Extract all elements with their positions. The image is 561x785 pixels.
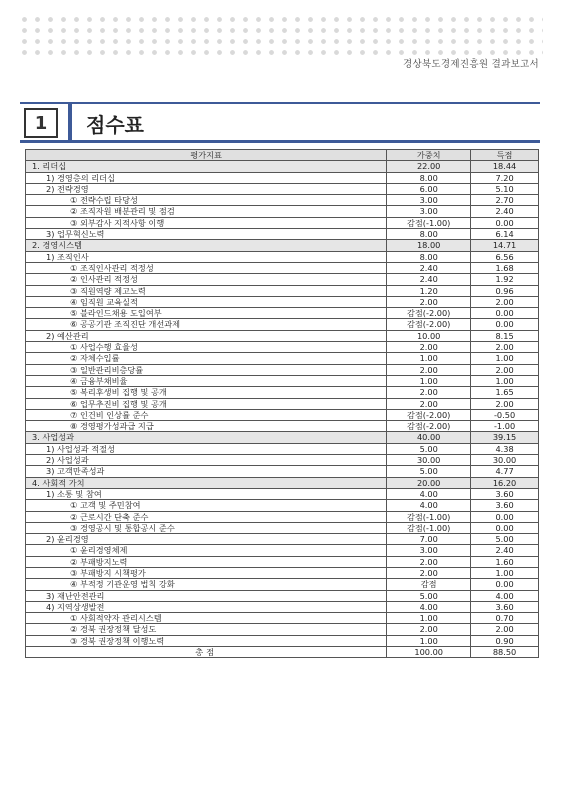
indicator-cell: ② 근로시간 단축 준수 [26,511,387,522]
table-row [26,522,539,533]
indicator-cell: ⑤ 복리후생비 집행 및 공개 [26,387,387,398]
indicator-cell: ⑥ 공공기관 조직진단 개선과제 [26,319,387,330]
score-cell: 6.56 [471,251,539,262]
score-cell: 1.65 [471,387,539,398]
score-cell: 1.60 [471,556,539,567]
table-row [26,567,539,578]
score-cell: 4.38 [471,443,539,454]
score-cell: 0.90 [471,635,539,646]
table-row [26,251,539,262]
table-row [26,172,539,183]
weight-cell: 4.00 [387,500,471,511]
indicator-cell: ⑦ 인건비 인상률 준수 [26,409,387,420]
indicator-cell: ③ 외부감사 지적사항 이행 [26,217,387,228]
score-cell: 1.00 [471,353,539,364]
weight-cell: 8.00 [387,172,471,183]
table-row [26,511,539,522]
score-cell: 1.00 [471,375,539,386]
indicator-cell: 4. 사회적 가치 [26,477,387,488]
table-row [26,421,539,432]
score-cell: 30.00 [471,455,539,466]
table-row [26,488,539,499]
weight-cell: 2.00 [387,624,471,635]
weight-cell: 7.00 [387,534,471,545]
score-cell: 0.96 [471,285,539,296]
header-indicator: 평가지표 [26,150,387,161]
score-cell: 2.00 [471,364,539,375]
indicator-cell: ② 인사관리 적정성 [26,274,387,285]
indicator-cell: ① 윤리경영체제 [26,545,387,556]
indicator-cell: ③ 직원역량 제고노력 [26,285,387,296]
table-row [26,613,539,624]
indicator-cell: 2) 윤리경영 [26,534,387,545]
category-row [26,477,539,488]
table-row [26,466,539,477]
indicator-cell: 3) 재난안전관리 [26,590,387,601]
weight-cell: 30.00 [387,455,471,466]
weight-cell: 감점(-2.00) [387,319,471,330]
indicator-cell: 3) 업무혁신노력 [26,229,387,240]
score-cell: 39.15 [471,432,539,443]
total-label: 총점 [26,647,387,658]
table-row [26,534,539,545]
score-cell: 0.00 [471,217,539,228]
weight-cell: 감점(-2.00) [387,308,471,319]
weight-cell: 18.00 [387,240,471,251]
score-cell: 18.44 [471,161,539,172]
score-cell: 5.10 [471,183,539,194]
indicator-cell: ⑤ 블라인드채용 도입여부 [26,308,387,319]
score-cell: 3.60 [471,500,539,511]
indicator-cell: 2) 예산관리 [26,330,387,341]
header-weight: 가중치 [387,150,471,161]
weight-cell: 2.00 [387,567,471,578]
report-header: 경상북도경제진흥원 결과보고서 [403,59,539,70]
table-row [26,590,539,601]
score-cell: 0.00 [471,319,539,330]
table-header-row [26,150,539,161]
weight-cell: 1.00 [387,353,471,364]
section-top-rule [20,102,540,104]
score-cell: 2.00 [471,398,539,409]
total-weight: 100.00 [387,647,471,658]
indicator-cell: ④ 임직원 교육실적 [26,296,387,307]
score-cell: 0.00 [471,522,539,533]
table-row [26,206,539,217]
weight-cell: 5.00 [387,466,471,477]
score-cell: 2.40 [471,545,539,556]
indicator-cell: ② 조직자원 배분관리 및 점검 [26,206,387,217]
score-table [25,149,539,658]
score-cell: 4.00 [471,590,539,601]
score-cell: 1.68 [471,262,539,273]
table-row [26,330,539,341]
score-cell: 3.60 [471,601,539,612]
table-row [26,342,539,353]
table-row [26,579,539,590]
weight-cell: 감점(-2.00) [387,421,471,432]
table-row [26,353,539,364]
indicator-cell: 1) 소통 및 참여 [26,488,387,499]
table-row [26,387,539,398]
weight-cell: 감점 [387,579,471,590]
indicator-cell: ③ 부패방지 시책평가 [26,567,387,578]
indicator-cell: ① 조직인사관리 적정성 [26,262,387,273]
category-row [26,161,539,172]
indicator-cell: ① 사회적약자 관리시스템 [26,613,387,624]
score-cell: 16.20 [471,477,539,488]
table-row [26,455,539,466]
score-cell: 4.77 [471,466,539,477]
score-cell: 5.00 [471,534,539,545]
score-cell: 6.14 [471,229,539,240]
table-row [26,409,539,420]
weight-cell: 40.00 [387,432,471,443]
table-row [26,319,539,330]
weight-cell: 1.00 [387,635,471,646]
weight-cell: 2.00 [387,364,471,375]
section-heading [20,104,540,142]
score-cell: -0.50 [471,409,539,420]
indicator-cell: ② 경북 권장정책 달성도 [26,624,387,635]
table-row [26,601,539,612]
table-row [26,308,539,319]
weight-cell: 감점(-1.00) [387,217,471,228]
score-cell: 0.00 [471,579,539,590]
score-cell: 14.71 [471,240,539,251]
table-row [26,195,539,206]
table-row [26,285,539,296]
weight-cell: 감점(-1.00) [387,511,471,522]
weight-cell: 3.00 [387,195,471,206]
weight-cell: 2.00 [387,342,471,353]
section-number: 1 [24,108,58,138]
score-cell: 2.70 [471,195,539,206]
indicator-cell: 2) 전략경영 [26,183,387,194]
indicator-cell: 4) 지역상생발전 [26,601,387,612]
score-cell: 8.15 [471,330,539,341]
indicator-cell: ② 부패방지노력 [26,556,387,567]
score-cell: 2.40 [471,206,539,217]
category-row [26,432,539,443]
indicator-cell: ① 전략수립 타당성 [26,195,387,206]
weight-cell: 4.00 [387,488,471,499]
score-cell: 2.00 [471,296,539,307]
indicator-cell: 3. 사업성과 [26,432,387,443]
section-title: 점수표 [86,113,144,137]
weight-cell: 2.00 [387,556,471,567]
weight-cell: 20.00 [387,477,471,488]
indicator-cell: 2. 경영시스템 [26,240,387,251]
table-row [26,624,539,635]
score-cell: 0.70 [471,613,539,624]
indicator-cell: ④ 금융부채비율 [26,375,387,386]
weight-cell: 1.00 [387,613,471,624]
indicator-cell: 1) 경영층의 리더십 [26,172,387,183]
score-cell: 0.00 [471,511,539,522]
indicator-cell: ③ 일반관리비층당률 [26,364,387,375]
weight-cell: 22.00 [387,161,471,172]
weight-cell: 8.00 [387,251,471,262]
score-cell: 0.00 [471,308,539,319]
score-cell: 7.20 [471,172,539,183]
weight-cell: 5.00 [387,590,471,601]
indicator-cell: 2) 사업성과 [26,455,387,466]
table-row [26,443,539,454]
score-cell: 2.00 [471,624,539,635]
category-row [26,240,539,251]
section-bottom-rule [20,140,540,143]
weight-cell: 6.00 [387,183,471,194]
table-row [26,217,539,228]
weight-cell: 4.00 [387,601,471,612]
header-score: 득점 [471,150,539,161]
indicator-cell: 3) 고객만족성과 [26,466,387,477]
score-cell: 1.92 [471,274,539,285]
table-row [26,556,539,567]
weight-cell: 2.00 [387,387,471,398]
indicator-cell: ② 자체수입률 [26,353,387,364]
indicator-cell: ③ 경영공시 및 통합공시 준수 [26,522,387,533]
indicator-cell: ④ 부적정 기관운영 법칙 강화 [26,579,387,590]
weight-cell: 2.40 [387,262,471,273]
indicator-cell: 1) 사업성과 적절성 [26,443,387,454]
weight-cell: 2.00 [387,398,471,409]
table-row [26,375,539,386]
weight-cell: 5.00 [387,443,471,454]
weight-cell: 3.00 [387,545,471,556]
weight-cell: 감점(-1.00) [387,522,471,533]
decorative-dot-pattern [18,14,543,58]
indicator-cell: 1. 리더십 [26,161,387,172]
indicator-cell: ① 고객 및 주민참여 [26,500,387,511]
weight-cell: 2.00 [387,296,471,307]
table-row [26,262,539,273]
table-row [26,635,539,646]
indicator-cell: ⑧ 경영평가성과급 지급 [26,421,387,432]
table-row [26,296,539,307]
table-row [26,183,539,194]
score-cell: 1.00 [471,567,539,578]
indicator-cell: ① 사업수행 효율성 [26,342,387,353]
weight-cell: 1.00 [387,375,471,386]
weight-cell: 3.00 [387,206,471,217]
indicator-cell: ③ 경북 권장정책 이행노력 [26,635,387,646]
table-row [26,229,539,240]
weight-cell: 1.20 [387,285,471,296]
table-row [26,364,539,375]
section-accent-bar [68,104,72,142]
weight-cell: 8.00 [387,229,471,240]
table-row [26,500,539,511]
score-cell: -1.00 [471,421,539,432]
table-row [26,398,539,409]
indicator-cell: ⑥ 업무추진비 집행 및 공개 [26,398,387,409]
total-row [26,647,539,658]
table-row [26,274,539,285]
score-cell: 2.00 [471,342,539,353]
weight-cell: 10.00 [387,330,471,341]
weight-cell: 감점(-2.00) [387,409,471,420]
total-score: 88.50 [471,647,539,658]
table-row [26,545,539,556]
weight-cell: 2.40 [387,274,471,285]
score-cell: 3.60 [471,488,539,499]
indicator-cell: 1) 조직인사 [26,251,387,262]
